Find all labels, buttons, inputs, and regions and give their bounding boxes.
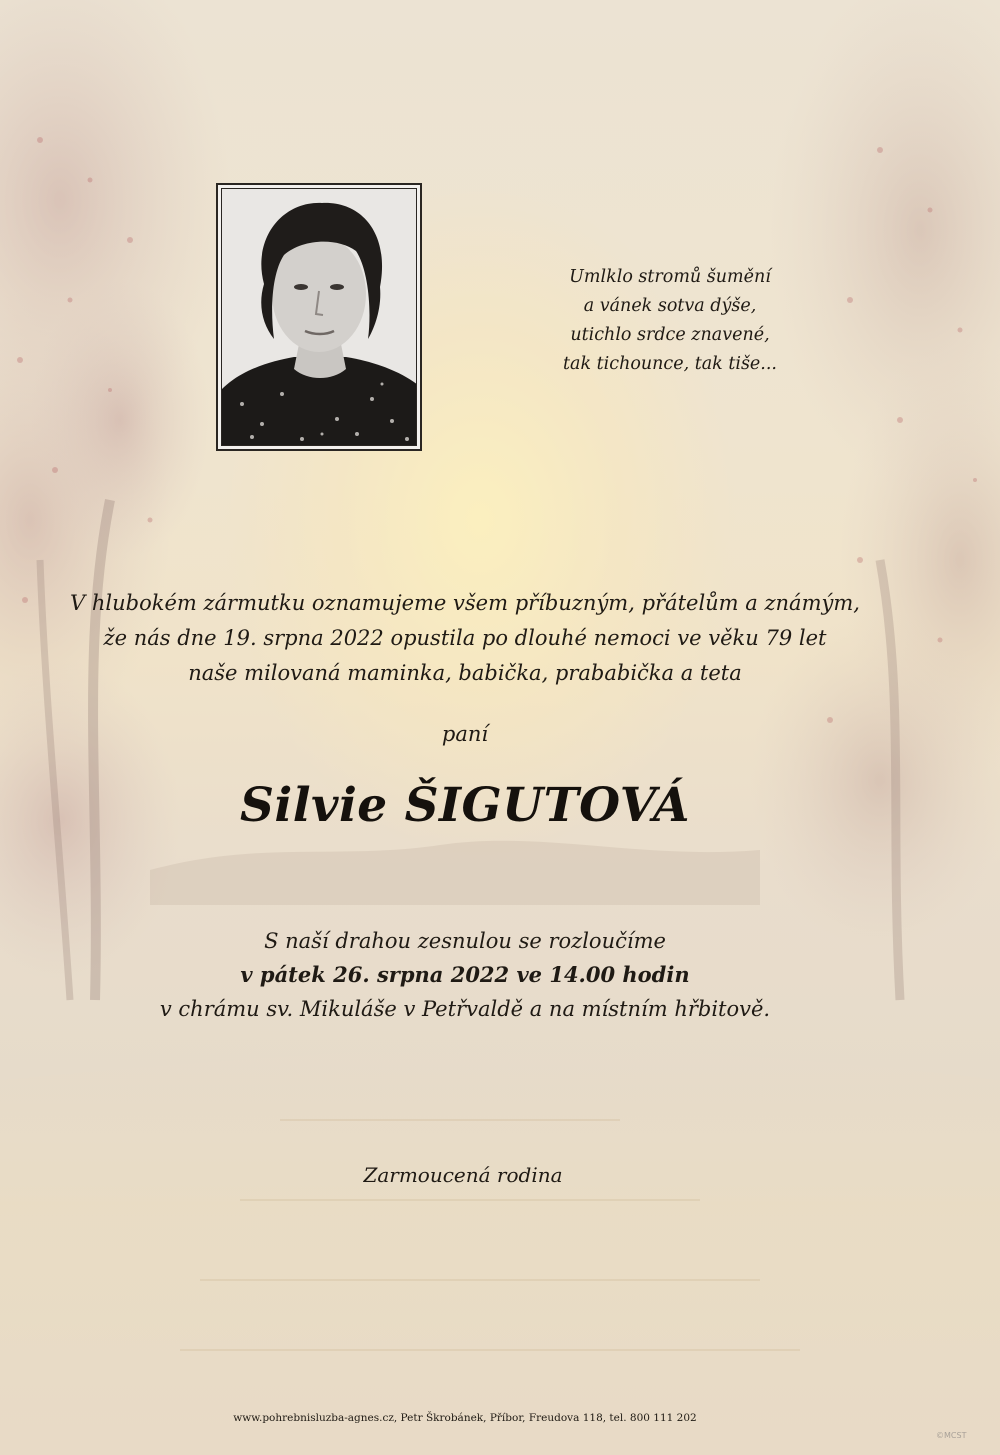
announcement-line: že nás dne 19. srpna 2022 opustila po dlouhé nemoci ve věku 79 let <box>103 626 827 650</box>
farewell-datetime: v pátek 26. srpna 2022 ve 14.00 hodin <box>240 962 690 987</box>
deceased-name: Silvie ŠIGUTOVÁ <box>239 778 690 833</box>
copyright-mark: ©MCST <box>936 1431 967 1440</box>
poem-line: Umlklo stromů šumění <box>569 267 771 287</box>
announcement-line: naše milovaná maminka, babička, prababička a teta <box>188 661 742 685</box>
funeral-service-footer: www.pohrebnisluzba-agnes.cz, Petr Škrobánek, Příbor, Freudova 118, tel. 800 111 202 <box>233 1412 697 1424</box>
memorial-poem <box>545 263 795 379</box>
family-signature: Zarmoucená rodina <box>363 1163 563 1187</box>
salutation: paní <box>441 722 489 746</box>
poem-line: a vánek sotva dýše, <box>583 296 757 316</box>
farewell-intro: S naší drahou zesnulou se rozloučíme <box>264 929 666 953</box>
farewell-details <box>115 924 815 1026</box>
death-announcement <box>40 586 890 691</box>
announcement-line: V hlubokém zármutku oznamujeme všem příbuzným, přátelům a známým, <box>70 591 860 615</box>
portrait-image <box>222 189 417 446</box>
farewell-place: v chrámu sv. Mikuláše v Petřvaldě a na místním hřbitově. <box>159 997 771 1021</box>
portrait-photo <box>221 188 417 446</box>
poem-line: utichlo srdce znavené, <box>570 325 770 345</box>
portrait-photo-frame <box>216 183 422 451</box>
poem-line: tak tichounce, tak tiše... <box>563 354 777 374</box>
